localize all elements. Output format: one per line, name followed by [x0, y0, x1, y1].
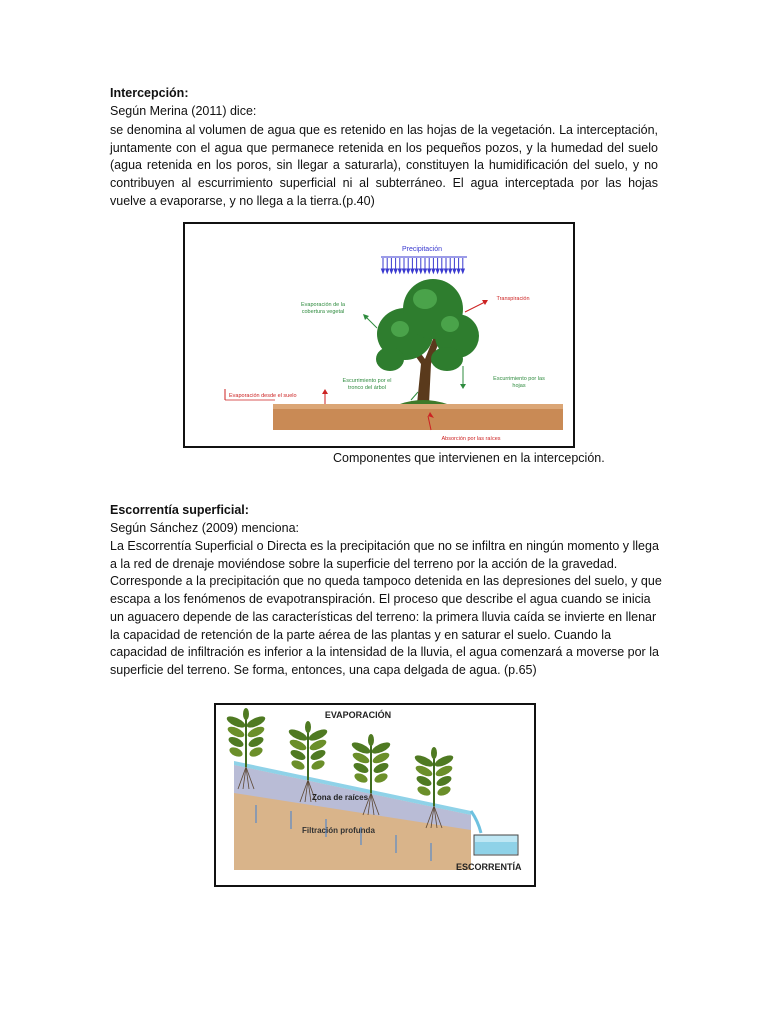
citation-sanchez: Según Sánchez (2009) menciona:: [110, 521, 300, 535]
label-root-zone: Zona de raíces: [312, 793, 369, 802]
grass-base: [400, 400, 447, 404]
section-title-interception: Intercepción:: [110, 86, 189, 100]
soil-surface: [273, 404, 563, 409]
arrow-trunk-runoff: [411, 392, 418, 400]
label-deep-filtration: Filtración profunda: [302, 826, 375, 835]
label-transpiration: Transpiración: [496, 296, 530, 302]
label-soil-evap: Evaporación desde el suelo: [229, 393, 297, 399]
interception-diagram: [185, 224, 573, 446]
label-trunk-flow-1: Escurrimiento por el: [342, 378, 392, 384]
rain-arrows: [381, 257, 467, 273]
label-canopy-evap-1: Evaporación de la: [300, 302, 346, 308]
runoff-figure: [214, 703, 536, 887]
runoff-diagram: [216, 705, 534, 885]
section-title-runoff: Escorrentía superficial:: [110, 503, 249, 517]
citation-merina: Según Merina (2011) dice:: [110, 104, 257, 118]
interception-figure: [183, 222, 575, 448]
paragraph-interception: se denomina al volumen de agua que es retenido en las hojas de la vegetación. La interceptación, juntamente con el agua que permanece retenida en los pequeños pozos, y la humedad del suelo (agua retenida en los poros, sin llegar a saturarla), constituyen la humidificación del suelo, y no contribuyen al escurrimiento superficial ni al subterráneo. El agua interceptada por las hojas vuelve a evaporarse, y no llega a la tierra.(p.40): [110, 123, 658, 208]
label-evaporation: EVAPORACIÓN: [324, 710, 392, 720]
label-runoff: ESCORRENTÍA: [456, 862, 522, 872]
label-precipitation: Precipitación: [401, 246, 443, 253]
figure-caption-interception: Componentes que intervienen en la intercepción.: [333, 451, 605, 465]
label-leaf-flow-2: hojas: [512, 383, 526, 389]
label-root-absorption: Absorción por las raíces: [441, 436, 501, 442]
label-trunk-flow-2: tronco del árbol: [348, 385, 386, 391]
arrow-transpiration: [465, 302, 485, 312]
paragraph-runoff: La Escorrentía Superficial o Directa es la precipitación que no se infiltra en ningún momento y llega a la red de drenaje moviéndose sobre la superficie del terreno por la acción de la gravedad. Corresponde a la precipitación que no queda tampoco detenida en las depresiones del suelo, y que escapa a los fenómenos de evapotranspiración. El proceso que describe el agua cuando se inicia un aguacero depende de las características del terreno: la primera lluvia caída se invierte en llenar la capacidad de retención de la parte aérea de las plantas y en saturar el suelo. Cuando la capacidad de infiltración es inferior a la intensidad de la lluvia, el agua comenzará a moverse por la superficie del terreno. Se forma, entonces, una capa delgada de agua. (p.65): [110, 539, 662, 677]
label-canopy-evap-2: cobertura vegetal: [301, 309, 345, 315]
label-leaf-flow-1: Escurrimiento por las: [493, 376, 545, 382]
